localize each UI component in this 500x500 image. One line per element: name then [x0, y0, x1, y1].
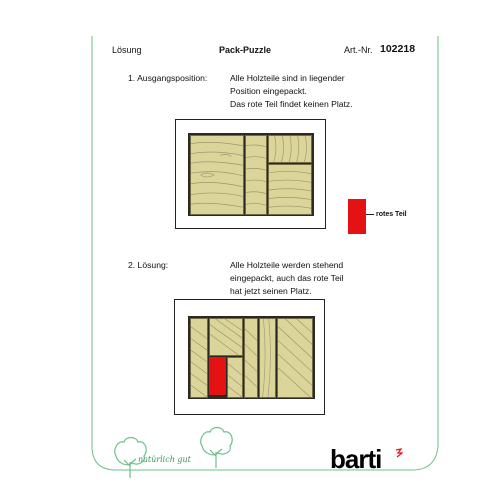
tree-right-icon [196, 424, 236, 470]
wood-standing-5 [277, 318, 313, 398]
step1-line-3: Das rote Teil findet keinen Platz. [230, 99, 353, 109]
red-piece-label: rotes Teil [376, 211, 407, 218]
wood-piece-narrow [245, 135, 267, 215]
wood-standing-2-bottom [227, 357, 243, 398]
step1-line-1: Alle Holzteile sind in liegender [230, 73, 345, 83]
brand-mark-icon [395, 448, 403, 458]
wood-standing-2-top [209, 318, 243, 356]
step2-line-2: eingepackt, auch das rote Teil [230, 273, 344, 283]
header-title: Pack-Puzzle [219, 45, 272, 55]
red-piece-pointer [366, 214, 374, 215]
step2-label: 2. Lösung: [128, 260, 169, 270]
header-left: Lösung [112, 45, 142, 55]
footer-slogan: natürlich gut [138, 455, 191, 464]
step1-line-2: Position eingepackt. [230, 86, 307, 96]
header-art-number: 102218 [380, 43, 416, 55]
wood-standing-4 [259, 318, 276, 398]
wood-standing-1 [190, 318, 208, 398]
header-art-label: Art.-Nr. [344, 45, 373, 55]
step2-line-1: Alle Holzteile werden stehend [230, 260, 344, 270]
wood-standing-3 [244, 318, 258, 398]
red-piece-outside [348, 199, 366, 234]
step1-label: 1. Ausgangsposition: [128, 73, 208, 83]
brand-logo: barti [330, 444, 382, 474]
step2-line-3: hat jetzt seinen Platz. [230, 286, 312, 296]
wood-piece-top-right [268, 135, 312, 163]
wood-piece-large [190, 135, 244, 215]
wood-piece-bottom-right [268, 164, 312, 215]
red-piece-placed [209, 357, 226, 395]
